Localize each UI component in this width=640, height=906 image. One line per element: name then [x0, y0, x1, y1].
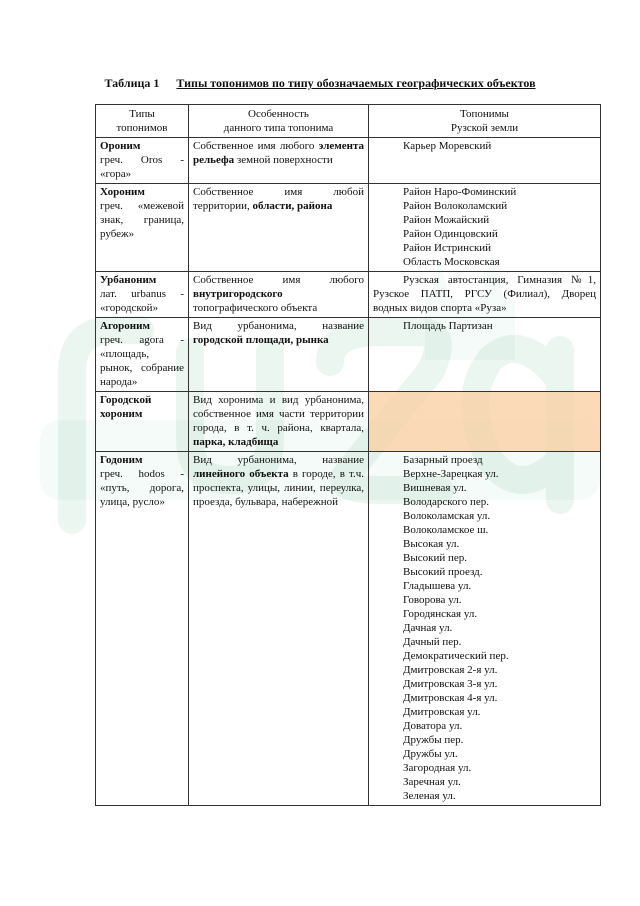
toponym-item: Дружбы пер. [403, 734, 464, 746]
header-feature-line2: данного типа топонима [223, 122, 334, 134]
table-row [96, 392, 601, 452]
toponym-item: Базарный проезд [403, 454, 483, 466]
type-cell [96, 138, 189, 184]
toponym-item: Высокая ул. [403, 538, 460, 550]
toponym-item: Вишневая ул. [403, 482, 467, 494]
type-etymology: греч. Oros - «гора» [100, 154, 184, 180]
toponyms-cell [369, 452, 601, 806]
feature-cell [189, 392, 369, 452]
type-name: Хороним [100, 186, 145, 198]
toponym-item: Район Одинцовский [403, 228, 498, 240]
type-cell [96, 392, 189, 452]
toponym-item: Площадь Партизан [403, 320, 493, 332]
feature-keyword: городской площади, рынка [193, 334, 329, 346]
toponyms-cell [369, 392, 601, 452]
feature-text: Собственное имя любой территории, [193, 186, 364, 212]
header-types-line2: топонимов [116, 122, 168, 134]
toponym-item: Дмитровская 3-я ул. [403, 678, 498, 690]
header-toponyms-line1: Топонимы [460, 108, 509, 120]
feature-keyword: внутригородского [193, 288, 283, 300]
feature-keyword: линейного объекта [193, 468, 289, 480]
feature-keyword: парка, кладбища [193, 436, 279, 448]
table-header-row [96, 105, 601, 138]
toponym-item: Дмитровская 4-я ул. [403, 692, 498, 704]
toponym-item: Дружбы ул. [403, 748, 458, 760]
toponym-item: Волоколамское ш. [403, 524, 489, 536]
toponym-item: Волоколамская ул. [403, 510, 491, 522]
type-cell [96, 318, 189, 392]
table-row [96, 184, 601, 272]
feature-cell [189, 138, 369, 184]
toponym-item: Загородная ул. [403, 762, 472, 774]
toponym-item: Демократический пер. [403, 650, 509, 662]
toponyms-cell: Рузская автостанция, Гимназия №1, Рузское ПАТП, РГСУ (Филиал), Дворец водных видов спорта «Руза» [369, 272, 601, 318]
toponym-item: Высокий пер. [403, 552, 467, 564]
toponym-item: Район Наро-Фоминский [403, 186, 517, 198]
type-name: Ороним [100, 140, 141, 152]
toponym-item: Дачная ул. [403, 622, 453, 634]
toponym-item: Верхне-Зарецкая ул. [403, 468, 499, 480]
header-toponyms-line2: Рузской земли [450, 122, 519, 134]
toponym-item: Дмитровская ул. [403, 706, 481, 718]
header-toponyms [369, 105, 601, 138]
type-etymology: греч. hodos - «путь, дорога, улица, русло» [100, 468, 184, 508]
toponym-types-table [95, 104, 601, 806]
header-feature [189, 105, 369, 138]
table-caption-label: Таблица 1 [104, 76, 160, 90]
toponym-item: Гладышева ул. [403, 580, 472, 592]
toponym-item: Область Московская [403, 256, 500, 268]
type-name: Годоним [100, 454, 143, 466]
table-row [96, 272, 601, 318]
type-name: Городской хороним [100, 394, 152, 420]
feature-keyword: области, района [252, 200, 333, 212]
toponyms-cell [369, 318, 601, 392]
feature-text: в городе, в т.ч. проспекта, улицы, линии, переулка, проезда, бульвара, набережной [193, 468, 364, 508]
toponym-item: Доватора ул. [403, 720, 463, 732]
feature-cell [189, 272, 369, 318]
feature-keyword: элемента рельефа [193, 140, 364, 166]
type-name: Агороним [100, 320, 150, 332]
toponym-item: Дачный пер. [403, 636, 462, 648]
feature-cell [189, 452, 369, 806]
header-types [96, 105, 189, 138]
table-row [96, 318, 601, 392]
toponym-item: Зеленая ул. [403, 790, 456, 802]
toponym-item: Карьер Моревский [403, 140, 492, 152]
toponyms-cell [369, 138, 601, 184]
toponym-item: Городянская ул. [403, 608, 478, 620]
table-caption-title: Типы топонимов по типу обозначаемых географических объектов [176, 76, 536, 90]
type-etymology: лат. urbanus - «городской» [100, 288, 184, 314]
type-cell [96, 272, 189, 318]
feature-text: Вид урбанонима, название [193, 454, 364, 466]
feature-text: Вид урбанонима, название [193, 320, 364, 332]
type-etymology: греч. «межевой знак, граница, рубеж» [100, 200, 184, 240]
toponym-item: Заречная ул. [403, 776, 461, 788]
feature-text: топографического объекта [193, 302, 318, 314]
feature-cell [189, 184, 369, 272]
table-row [96, 452, 601, 806]
type-name: Урбаноним [100, 274, 157, 286]
feature-text: Собственное имя любого [193, 274, 364, 286]
type-cell [96, 184, 189, 272]
feature-cell [189, 318, 369, 392]
toponym-item: Говорова ул. [403, 594, 462, 606]
toponym-item: Высокий проезд. [403, 566, 483, 578]
type-cell [96, 452, 189, 806]
toponyms-cell [369, 184, 601, 272]
toponym-item: Дмитровская 2-я ул. [403, 664, 498, 676]
header-feature-line1: Особенность [248, 108, 309, 120]
header-types-line1: Типы [129, 108, 155, 120]
toponym-item: Район Можайский [403, 214, 490, 226]
toponym-item: Район Волоколамский [403, 200, 508, 212]
feature-text: Собственное имя любого [193, 140, 319, 152]
feature-text: земной поверхности [234, 154, 333, 166]
toponym-item: Володарского пер. [403, 496, 490, 508]
feature-text: Вид хоронима и вид урбанонима, собственное имя части территории города, в т. ч. района, квартала, [193, 394, 364, 434]
type-etymology: греч. agora - «площадь, рынок, собрание народа» [100, 334, 184, 388]
table-caption [0, 76, 640, 91]
toponym-item: Район Истринский [403, 242, 492, 254]
table-row [96, 138, 601, 184]
